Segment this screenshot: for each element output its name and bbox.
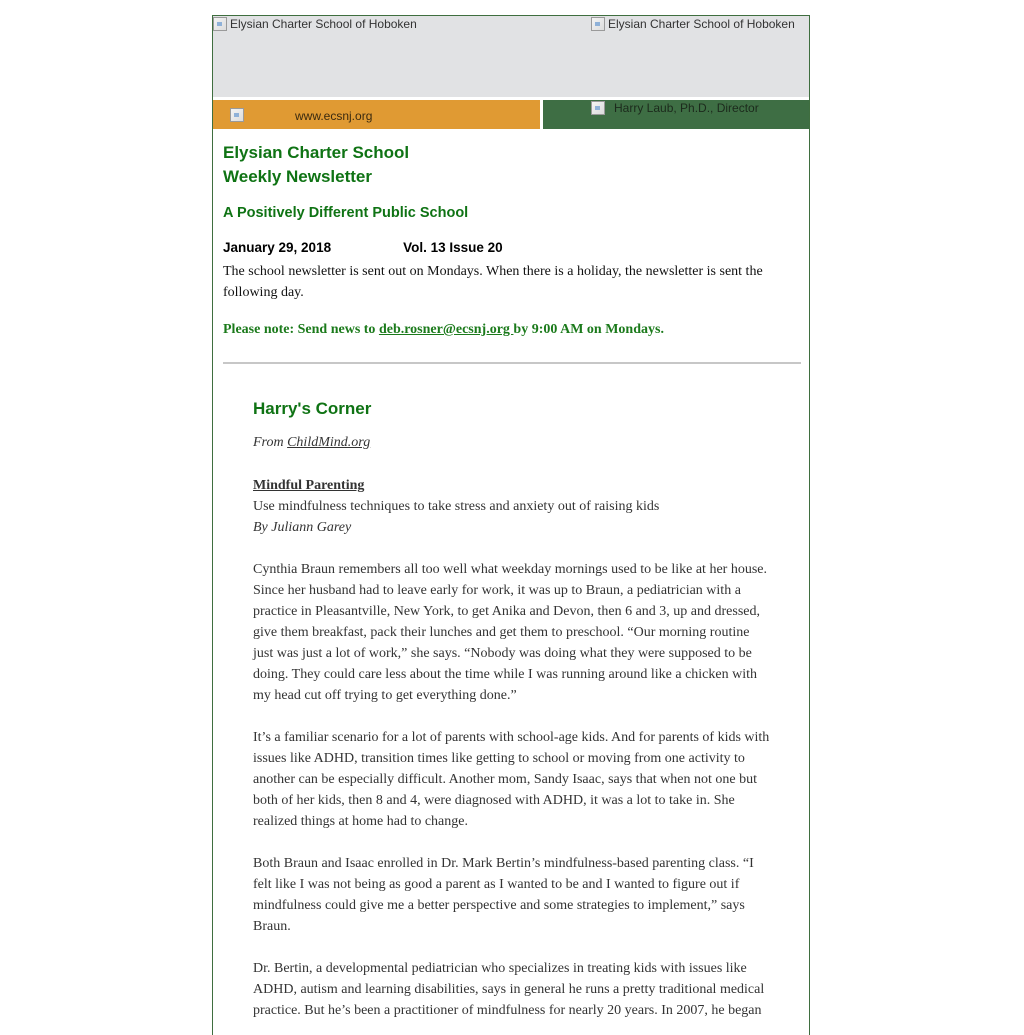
article-paragraph: Cynthia Braun remembers all too well what weekday mornings used to be like at her house. Since her husband had to leave early for work, it was up to Braun, a pediatrician with a practice in Pleasantville, New York, to get Anika and Devon, then 6 and 3, up and dressed, give them breakfast, pack their lunches and get them to preschool. “Our morning routine just was just a lot of work,” she says. “Nobody was doing what they were supposed to be doing. They could care less about the time while I was running around like a chicken with my head cut off trying to get everything done.” [253,562,767,703]
newsletter-frame [212,15,810,1035]
broken-image-icon [591,17,605,31]
article-title: Mindful Parenting [253,478,365,493]
section-heading: Harry's Corner [253,399,372,418]
school-logo-right: Elysian Charter School of Hoboken [591,17,795,31]
director-bar [543,100,809,129]
newsletter-title: Elysian Charter School Weekly Newsletter [223,143,410,186]
intro-section [223,129,801,364]
section-divider [223,362,801,364]
article-paragraph: Both Braun and Isaac enrolled in Dr. Mark Bertin’s mindfulness-based parenting class. “I felt like I was not being as good a parent as I wanted to be and I wanted to figure out if mindfulness could give me a better perspective and some strategies to implement,” says Braun. [253,856,754,934]
harrys-corner-article [253,399,773,1021]
issue-date: January 29, 2018 [223,240,332,255]
article-paragraph: Dr. Bertin, a developmental pediatrician who specializes in treating kids with issues like ADHD, autism and learning disabilities, says in general he runs a pretty traditional medical practice. But he’s been a practitioner of mindfulness for nearly 20 years. In 2007, he began [253,961,765,1018]
source-link[interactable]: ChildMind.org [287,435,371,450]
broken-image-icon [230,108,244,122]
article-source: From ChildMind.org [253,435,371,450]
website-text[interactable]: www.ecsnj.org [295,109,373,123]
broken-image-icon [591,101,605,115]
article-paragraph: It’s a familiar scenario for a lot of parents with school-age kids. And for parents of kids with issues like ADHD, transition times like getting to school or moving from one activity to another can be especially difficult. Another mom, Sandy Isaac, says that when not one but both of her kids, then 8 and 4, were diagnosed with ADHD, it was a lot to take in. She realized things at home had to change. [253,730,770,829]
submission-note: Please note: Send news to deb.rosner@ecsnj.org by 9:00 AM on Mondays. [223,322,664,337]
director-name: Harry Laub, Ph.D., Director [614,101,759,115]
issue-dateline [223,240,801,258]
issue-volume: Vol. 13 Issue 20 [403,240,503,255]
school-logo-left: Elysian Charter School of Hoboken [213,17,417,31]
director-image [591,101,759,115]
article-subtitle: Use mindfulness techniques to take stress and anxiety out of raising kids [253,499,660,514]
article-byline: By Juliann Garey [253,520,352,535]
header-banner [213,16,809,97]
schedule-text: The school newsletter is sent out on Mondays. When there is a holiday, the newsletter is sent the following day. [223,264,763,300]
website-bar [213,100,540,129]
broken-image-icon [213,17,227,31]
website-link[interactable] [230,108,372,123]
email-link[interactable]: deb.rosner@ecsnj.org [378,322,514,337]
newsletter-tagline: A Positively Different Public School [223,205,469,221]
